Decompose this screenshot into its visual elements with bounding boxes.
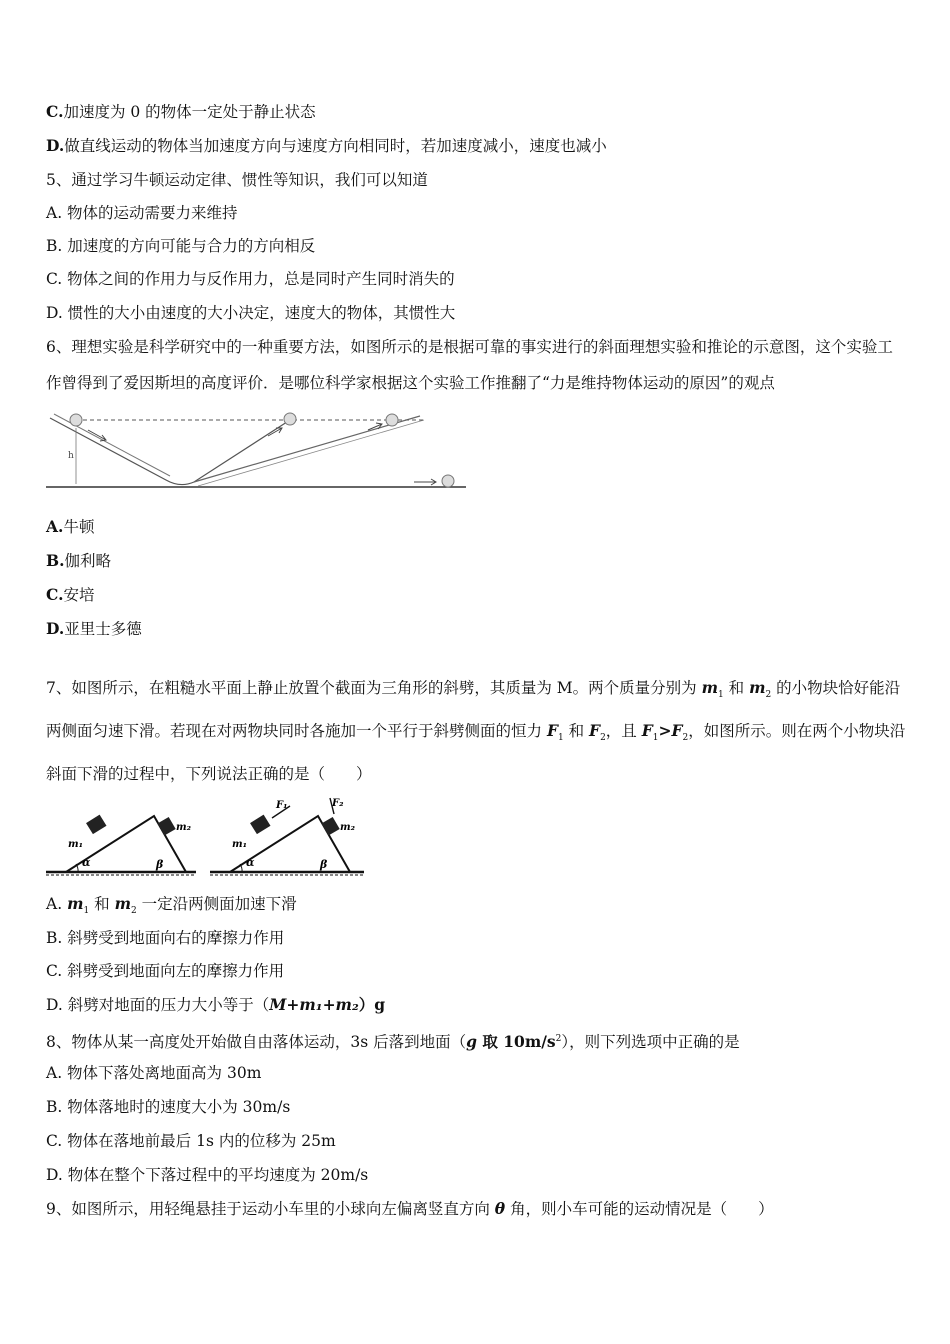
q8-option-b: B. 物体落地时的速度大小为 30m/s [46,1098,291,1116]
stem-text: ，如图所示。则在两个小物块沿斜面下滑的过程中，下列说法正确的是（ ） [46,722,906,784]
wedge-label-m2: m₂ [340,822,355,833]
var-f2: F [671,721,683,741]
q8-option-c: C. 物体在落地前最后 1s 内的位移为 25m [46,1132,336,1150]
q7-option-a [46,894,297,921]
var-f2: F [589,721,601,741]
stem-text: 的小物块恰好能沿两侧面匀速下滑。若现在对两物块同时各施加一个平行于斜劈侧面的恒力 [46,679,901,741]
subscript: 1 [557,733,564,744]
subscript: 1 [652,733,659,744]
q5-option-c: C. 物体之间的作用力与反作用力，总是同时产生同时消失的 [46,270,455,288]
var-m2: m [749,678,766,697]
wedge-label-alpha: α [82,856,91,869]
q4-option-c [46,102,316,122]
option-text: 做直线运动的物体当加速度方向与速度方向相同时，若加速度减小，速度也减小 [64,137,607,155]
var-g: g [466,1032,477,1052]
option-expression: M+m₁+m₂ [269,995,359,1014]
stem-text: 取 10m/s [476,1032,556,1052]
q7-stem [46,670,906,792]
q5-option-a: A. 物体的运动需要力来维持 [46,204,238,222]
var-f1: F [641,721,653,741]
wedge-label-beta: β [156,858,164,871]
option-text: D. 斜劈对地面的压力大小等于（ [46,996,270,1014]
subscript: 2 [682,733,689,744]
option-text: 牛顿 [63,518,95,536]
var-m1: m [701,678,718,697]
q5-option-d: D. 惯性的大小由速度的大小决定，速度大的物体，其惯性大 [46,304,456,322]
option-letter: D. [46,619,65,638]
option-letter: D. [46,136,65,155]
option-text: 亚里士多德 [64,620,142,638]
q5-stem: 5、通过学习牛顿运动定律、惯性等知识，我们可以知道 [46,171,428,189]
stem-text: 8、物体从某一高度处开始做自由落体运动，3s 后落到地面（ [46,1033,467,1052]
stem-text: 7、如图所示，在粗糙水平面上静止放置个截面为三角形的斜劈，其质量为 M。两个质量分别为 [46,679,702,697]
q6-option-b [46,551,111,571]
q6-stem: 6、理想实验是科学研究中的一种重要方法，如图所示的是根据可靠的事实进行的斜面理想实验和推论的示意图，这个实验工作曾得到了爱因斯坦的高度评价．是哪位科学家根据这个实验工作推翻了“力是维持物体运动的原因”的观点 [46,338,893,392]
var-m2: m [114,894,131,913]
wedge-label-m1: m₁ [68,839,83,850]
wedge-figure [44,792,368,878]
option-text: A. [46,895,68,913]
q5-option-b: B. 加速度的方向可能与合力的方向相反 [46,237,316,255]
option-letter: C. [46,102,64,121]
q8-stem [46,1029,740,1052]
subscript: 1 [718,690,724,701]
option-text: 安培 [63,586,95,604]
option-text: 一定沿两侧面加速下滑 [136,895,297,913]
stem-text: 角，则小车可能的运动情况是（ ） [505,1200,774,1218]
q4-option-d [46,136,607,156]
var-m1: m [67,894,84,913]
q9-stem [46,1199,774,1219]
q6-option-d [46,619,142,639]
q8-option-a: A. 物体下落处离地面高为 30m [46,1064,262,1082]
wedge-label-f1: F₁ [276,800,288,811]
subscript: 2 [600,733,606,744]
height-label: h [68,451,74,461]
var-theta: θ [494,1199,506,1218]
q7-option-c: C. 斜劈受到地面向左的摩擦力作用 [46,962,285,980]
superscript: 2 [555,1034,562,1044]
inclined-plane-figure [46,408,480,494]
option-letter: C. [46,585,64,604]
wedge-label-m2: m₂ [176,822,191,833]
var-f1: F [546,721,558,741]
option-letter: B. [46,551,65,570]
subscript: 2 [765,690,772,701]
wedge-label-alpha: α [246,856,255,869]
q7-option-b: B. 斜劈受到地面向右的摩擦力作用 [46,929,285,947]
option-text: ）g [358,995,386,1014]
option-text: 伽利略 [64,552,112,570]
stem-text: 和 [723,679,750,697]
wedge-label-m1: m₁ [232,839,247,850]
q6-option-a [46,517,94,537]
q8-option-d: D. 物体在整个下落过程中的平均速度为 20m/s [46,1166,369,1184]
stem-text: ，且 [605,722,642,741]
wedge-label-beta: β [320,858,328,871]
subscript: 2 [130,906,137,917]
wedge-label-f2: F₂ [332,798,344,809]
stem-text: 9、如图所示，用轻绳悬挂于运动小车里的小球向左偏离竖直方向 [46,1200,495,1218]
q6-option-c [46,585,94,605]
option-text: 加速度为 0 的物体一定处于静止状态 [63,103,316,121]
option-letter: A. [46,517,64,536]
q7-option-d [46,995,385,1015]
subscript: 1 [83,906,90,917]
stem-text: ），则下列选项中正确的是 [561,1033,740,1052]
stem-text: 和 [563,722,590,741]
option-text: 和 [89,895,115,913]
greater-than: > [658,721,672,741]
